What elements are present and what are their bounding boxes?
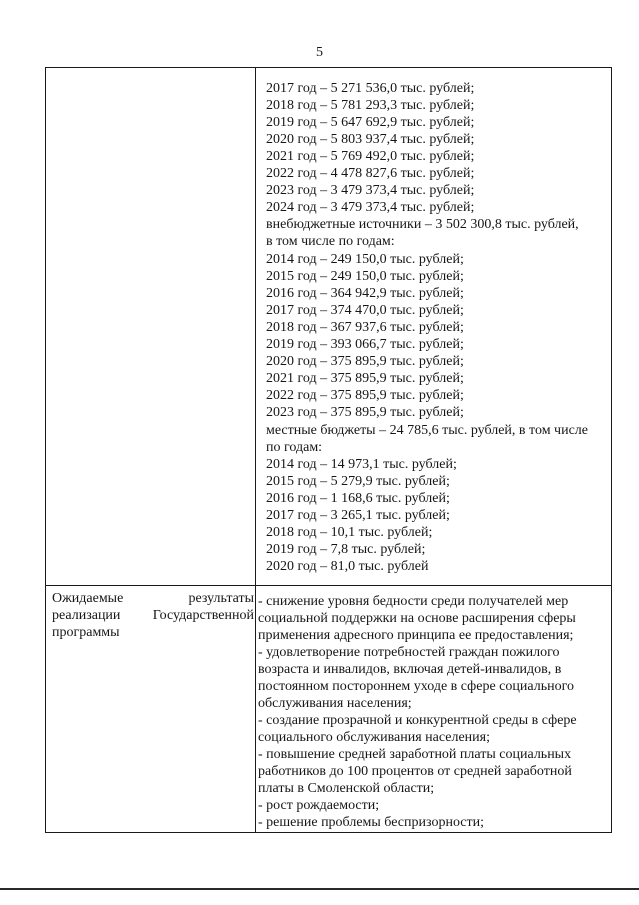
financing-line: 2018 год – 10,1 тыс. рублей; <box>266 525 433 540</box>
result-line: работников до 100 процентов от средней заработной <box>258 764 572 779</box>
label-line <box>52 624 254 641</box>
result-line: постоянном постороннем уходе в сфере социального <box>258 679 574 694</box>
financing-line: по годам: <box>266 440 323 455</box>
financing-line: 2019 год – 393 066,7 тыс. рублей; <box>266 337 464 352</box>
table-column-divider <box>255 67 256 833</box>
label-word: реализации <box>52 608 121 623</box>
financing-line: 2018 год – 5 781 293,3 тыс. рублей; <box>266 98 475 113</box>
financing-line: 2021 год – 375 895,9 тыс. рублей; <box>266 371 464 386</box>
result-line: обслуживания населения; <box>258 696 412 711</box>
table-border-left <box>45 67 46 833</box>
financing-line: 2023 год – 375 895,9 тыс. рублей; <box>266 405 464 420</box>
financing-line: 2017 год – 374 470,0 тыс. рублей; <box>266 303 464 318</box>
financing-line: 2017 год – 3 265,1 тыс. рублей; <box>266 508 450 523</box>
scan-edge-line <box>0 888 639 890</box>
label-line <box>52 590 254 607</box>
result-line: возраста и инвалидов, включая детей-инвалидов, в <box>258 662 562 677</box>
result-line: - решение проблемы беспризорности; <box>258 815 485 830</box>
label-word: Ожидаемые <box>52 591 124 606</box>
table-border-top <box>45 67 612 68</box>
financing-line: 2020 год – 375 895,9 тыс. рублей; <box>266 354 464 369</box>
financing-line: внебюджетные источники – 3 502 300,8 тыс. рублей, <box>266 217 579 232</box>
financing-line: 2023 год – 3 479 373,4 тыс. рублей; <box>266 183 475 198</box>
financing-line: в том числе по годам: <box>266 234 395 249</box>
financing-line: 2022 год – 4 478 827,6 тыс. рублей; <box>266 166 475 181</box>
financing-line: 2022 год – 375 895,9 тыс. рублей; <box>266 388 464 403</box>
page-number: 5 <box>316 45 323 60</box>
financing-line: 2016 год – 1 168,6 тыс. рублей; <box>266 491 450 506</box>
financing-line: 2021 год – 5 769 492,0 тыс. рублей; <box>266 149 475 164</box>
label-word: программы <box>52 625 120 640</box>
result-line: - снижение уровня бедности среди получателей мер <box>258 594 569 609</box>
result-line: платы в Смоленской области; <box>258 781 435 796</box>
financing-line: 2018 год – 367 937,6 тыс. рублей; <box>266 320 464 335</box>
result-line: - повышение средней заработной платы социальных <box>258 747 572 762</box>
result-line: применения адресного принципа ее предоставления; <box>258 628 574 643</box>
result-line: - удовлетворение потребностей граждан пожилого <box>258 645 560 660</box>
result-line: - рост рождаемости; <box>258 798 380 813</box>
result-line: - создание прозрачной и конкурентной среды в сфере <box>258 713 577 728</box>
financing-line: 2015 год – 5 279,9 тыс. рублей; <box>266 474 450 489</box>
label-word: результаты <box>188 591 254 606</box>
expected-results-label <box>52 590 254 641</box>
financing-line: 2017 год – 5 271 536,0 тыс. рублей; <box>266 81 475 96</box>
financing-line: 2020 год – 81,0 тыс. рублей <box>266 559 429 574</box>
label-line <box>52 607 254 624</box>
label-word: Государственной <box>152 608 254 623</box>
table-border-right <box>611 67 612 833</box>
result-line: социальной поддержки на основе расширения сферы <box>258 611 576 626</box>
financing-line: 2024 год – 3 479 373,4 тыс. рублей; <box>266 200 475 215</box>
result-line: социального обслуживания населения; <box>258 730 490 745</box>
financing-line: 2019 год – 7,8 тыс. рублей; <box>266 542 426 557</box>
financing-line: 2019 год – 5 647 692,9 тыс. рублей; <box>266 115 475 130</box>
table-border-bottom <box>45 832 612 833</box>
table-row-divider <box>45 585 612 586</box>
financing-line: 2015 год – 249 150,0 тыс. рублей; <box>266 269 464 284</box>
financing-line: 2016 год – 364 942,9 тыс. рублей; <box>266 286 464 301</box>
financing-line: 2014 год – 14 973,1 тыс. рублей; <box>266 457 457 472</box>
financing-line: 2014 год – 249 150,0 тыс. рублей; <box>266 252 464 267</box>
financing-line: местные бюджеты – 24 785,6 тыс. рублей, в том числе <box>266 423 589 438</box>
financing-line: 2020 год – 5 803 937,4 тыс. рублей; <box>266 132 475 147</box>
